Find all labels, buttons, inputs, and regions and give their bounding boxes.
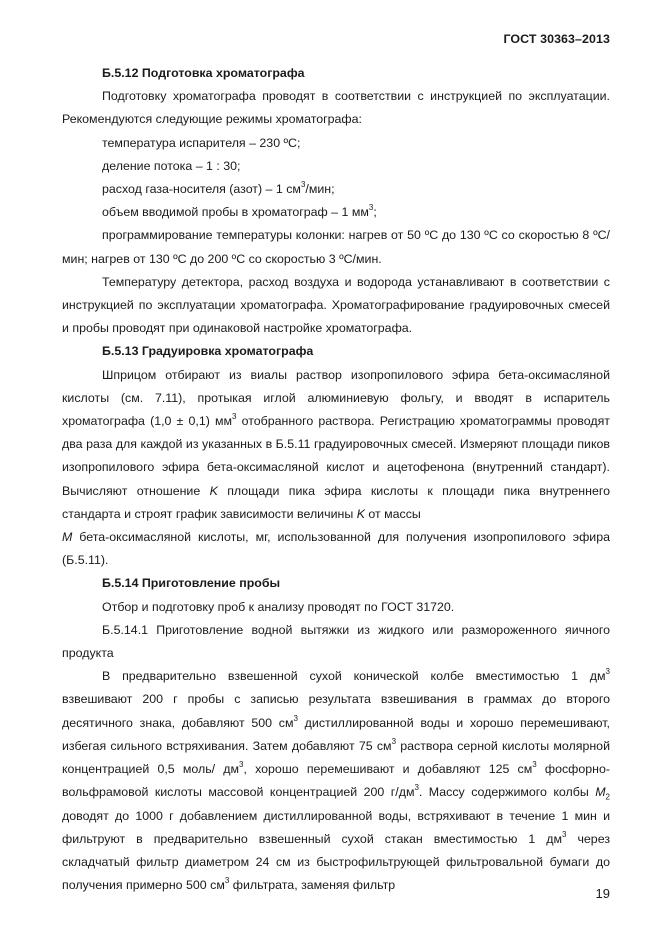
document-body bbox=[62, 62, 610, 897]
mode-sample-volume: объем вводимой пробы в хроматограф – 1 $мм^3$; bbox=[102, 203, 377, 220]
subsection-b-5-14-1: Б.5.14.1 Приготовление водной вытяжки из жидкого или размороженного яичного продукта bbox=[62, 622, 610, 661]
paragraph-aqueous-extract: В предварительно взвешенной сухой конической колбе вместимостью 1 $дм^3$ взвешивают 200 г пробы с записью результата взвешивания в граммах до второго десятичного знака, добавляют 500 $см^3$ дистиллированной воды и хорошо перемешивают, избегая сильного встряхивания. Затем добавляют 75 $см^3$ раствора серной кислоты молярной концентрацией 0,5 моль/ $дм^3$, хорошо перемешивают и добавляют 125 $см^3$ фосфорно-вольфрамовой кислоты массовой концентрацией 200 $г/дм^3$. Массу содержимого колбы $M_2$ доводят до 1000 г добавлением дистиллированной воды, встряхивают в течение 1 мин и фильтруют в предварительно взвешенный сухой стакан вместимостью 1 $дм^3$ через складчатый фильтр диаметром 24 см из быстрофильтрующей фильтровальной бумаги до получения примерно 500 $см^3$ фильтрата, заменяя фильтр bbox=[62, 667, 611, 893]
section-heading-b-5-14: Б.5.14 Приготовление пробы bbox=[102, 576, 281, 591]
mode-column-program: программирование температуры колонки: нагрев от 50 ºС до 130 ºС со скоростью 8 ºС/мин; нагрев от 130 ºС до 200 ºС со скоростью 3 ºС/мин. bbox=[62, 228, 610, 266]
mode-carrier-gas: расход газа-носителя (азот) – 1 $см^3$/мин; bbox=[102, 179, 335, 197]
mode-flow-split: деление потока – 1 : 30; bbox=[102, 158, 241, 173]
section-heading-b-5-13: Б.5.13 Градуировка хроматографа bbox=[102, 344, 314, 359]
paragraph-detector-settings: Температуру детектора, расход воздуха и водорода устанавливают в соответствии с инструкцией по эксплуатации хроматографа. Хроматографирование градуировочных смесей и пробы проводят при одинаковой настройке хроматографа. bbox=[62, 274, 610, 336]
paragraph-calibration: Шприцом отбирают из виалы раствор изопропилового эфира бета-оксимасляной кислоты (см. 7.11), протыкая иглой алюминиевую фольгу, и вводят в испаритель хроматографа (1,0 ± 0,1) $мм^3$ отобранного раствора. Регистрацию хроматограммы проводят два раза для каждой из указанных в Б.5.11 градуировочных смесей. Измеряют площади пиков изопропилового эфира бета-оксимасляной кислот и ацетофенона (внутренний стандарт). Вычисляют отношение K площади пика эфира кислоты к площади пика внутреннего стандарта и строят график зависимости величины K от массы M бета-оксимасляной кислоты, мг, использованной для получения изопропилового эфира (Б.5.11). bbox=[62, 367, 610, 568]
mode-evaporator-temp: температура испарителя – 230 ºС; bbox=[102, 135, 301, 150]
paragraph-chromatograph-prep: Подготовку хроматографа проводят в соответствии с инструкцией по эксплуатации. Рекомендуются следующие режимы хроматографа: bbox=[62, 89, 610, 127]
page-number: 19 bbox=[595, 886, 610, 901]
paragraph-sampling: Отбор и подготовку проб к анализу проводят по ГОСТ 31720. bbox=[102, 599, 455, 614]
document-standard-number: ГОСТ 30363–2013 bbox=[503, 32, 610, 46]
section-heading-b-5-12: Б.5.12 Подготовка хроматографа bbox=[102, 66, 305, 80]
